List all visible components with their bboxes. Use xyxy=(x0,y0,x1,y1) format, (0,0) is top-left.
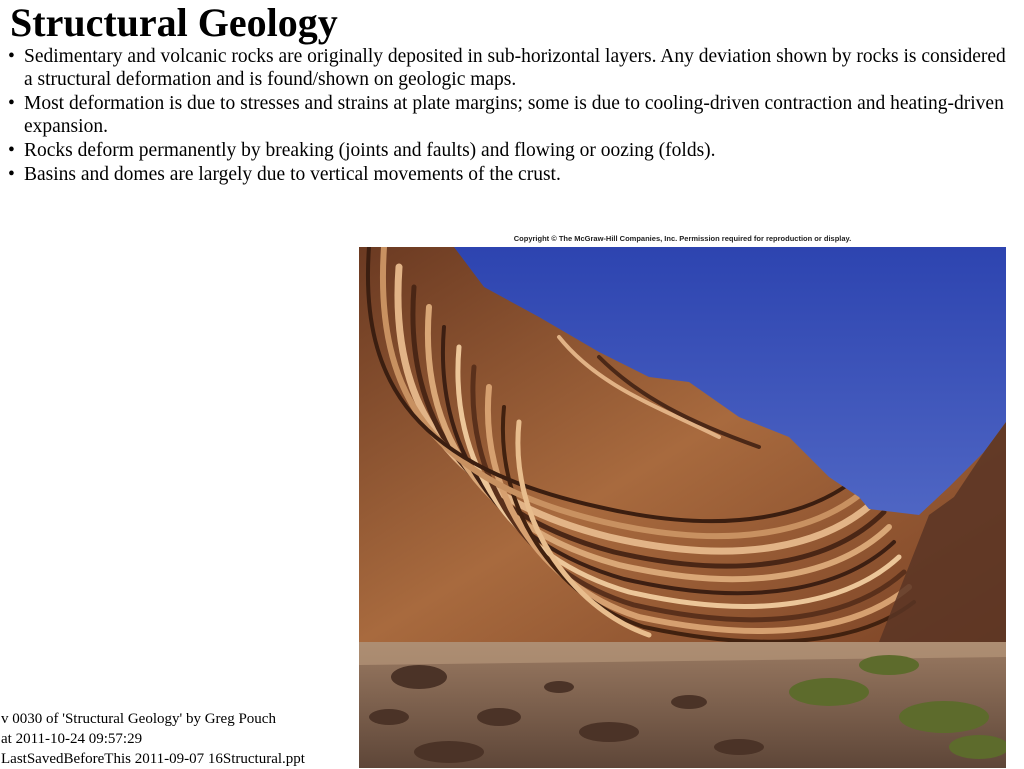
slide-footer xyxy=(1,709,305,769)
bullet-icon: • xyxy=(8,164,15,185)
bullet-item xyxy=(8,92,1008,138)
slide-title: Structural Geology xyxy=(10,0,338,45)
bullet-item xyxy=(8,163,1008,186)
bullet-text: Sedimentary and volcanic rocks are originally deposited in sub-horizontal layers. Any deviation shown by rocks is considered a structural deformation and is found/shown on geologic maps. xyxy=(24,46,1006,90)
footer-line: at 2011-10-24 09:57:29 xyxy=(1,731,143,747)
bullet-icon: • xyxy=(8,46,15,67)
bullet-icon: • xyxy=(8,140,15,161)
folded-rock-photo xyxy=(359,247,1006,768)
bullet-text: Basins and domes are largely due to vertical movements of the crust. xyxy=(24,164,561,185)
bullet-list xyxy=(8,45,1008,187)
bullet-item xyxy=(8,139,1008,162)
bullet-item xyxy=(8,45,1008,91)
bullet-icon: • xyxy=(8,93,15,114)
figure xyxy=(359,232,1006,768)
bullet-text: Rocks deform permanently by breaking (joints and faults) and flowing or oozing (folds). xyxy=(24,140,716,161)
footer-line: v 0030 of 'Structural Geology' by Greg Pouch xyxy=(1,711,276,727)
copyright-notice: Copyright © The McGraw-Hill Companies, Inc. Permission required for reproduction or display. xyxy=(513,234,852,243)
bullet-text: Most deformation is due to stresses and strains at plate margins; some is due to cooling-driven contraction and heating-driven expansion. xyxy=(24,93,1004,137)
footer-line: LastSavedBeforeThis 2011-09-07 16Structural.ppt xyxy=(1,751,305,767)
